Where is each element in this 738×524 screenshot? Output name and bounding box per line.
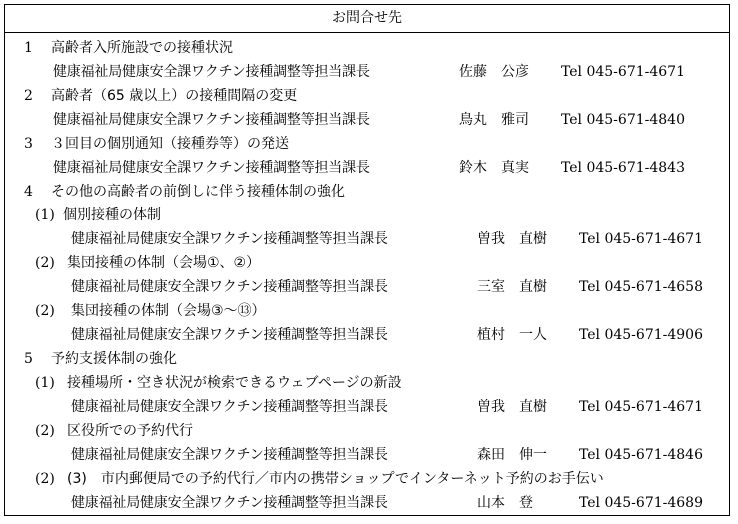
contact-tel: Tel 045-671-4671 — [579, 399, 703, 415]
subitem-row — [5, 299, 729, 323]
item-row — [5, 36, 729, 60]
item-title: 予約支援体制の強化 — [51, 351, 177, 367]
subitem-title: (3) 市内郵便局での予約代行／市内の携帯ショップでインターネット予約のお手伝い — [67, 471, 604, 487]
contact-row — [5, 156, 729, 180]
contact-row — [5, 275, 729, 299]
contact-tel: Tel 045-671-4671 — [579, 231, 703, 247]
contact-person: 植村 一人 — [477, 327, 547, 343]
contact-person: 曽我 直樹 — [477, 399, 547, 415]
subitem-row — [5, 371, 729, 395]
subitem-title: 区役所での予約代行 — [67, 423, 193, 439]
subitem-title: 集団接種の体制（会場①、②） — [67, 255, 261, 271]
contact-department: 健康福祉局健康安全課ワクチン接種調整等担当課長 — [53, 64, 370, 80]
contact-person: 森田 伸一 — [477, 447, 547, 463]
subitem-number: (2) — [35, 471, 55, 487]
item-number: 3 — [24, 136, 33, 152]
contact-row — [5, 323, 729, 347]
contact-tel: Tel 045-671-4846 — [579, 447, 703, 463]
contact-department: 健康福祉局健康安全課ワクチン接種調整等担当課長 — [53, 112, 370, 128]
contact-person: 山本 登 — [477, 495, 533, 511]
subitem-number: (2) — [35, 423, 55, 439]
contact-row — [5, 491, 729, 515]
item-number: 4 — [24, 184, 33, 200]
contact-department: 健康福祉局健康安全課ワクチン接種調整等担当課長 — [71, 447, 388, 463]
item-number: 2 — [24, 88, 33, 104]
contact-department: 健康福祉局健康安全課ワクチン接種調整等担当課長 — [53, 160, 370, 176]
contact-row — [5, 60, 729, 84]
item-title: 高齢者（65 歳以上）の接種間隔の変更 — [51, 88, 298, 104]
item-row — [5, 84, 729, 108]
item-row — [5, 347, 729, 371]
item-title: ３回目の個別通知（接種券等）の発送 — [51, 136, 289, 152]
subitem-number: (2) — [35, 255, 55, 271]
contact-person: 佐藤 公彦 — [459, 64, 529, 80]
contact-person: 鳥丸 雅司 — [459, 112, 529, 128]
contact-tel: Tel 045-671-4658 — [579, 279, 703, 295]
contact-department: 健康福祉局健康安全課ワクチン接種調整等担当課長 — [71, 327, 388, 343]
subitem-number: (1) — [35, 207, 55, 223]
subitem-row — [5, 251, 729, 275]
contact-person: 曽我 直樹 — [477, 231, 547, 247]
subitem-row — [5, 203, 729, 227]
contact-info-table — [4, 4, 730, 516]
subitem-number: (1) — [35, 375, 55, 391]
subitem-row — [5, 419, 729, 443]
contact-department: 健康福祉局健康安全課ワクチン接種調整等担当課長 — [71, 279, 388, 295]
contact-department: 健康福祉局健康安全課ワクチン接種調整等担当課長 — [71, 495, 388, 511]
contact-row — [5, 227, 729, 251]
contact-department: 健康福祉局健康安全課ワクチン接種調整等担当課長 — [71, 399, 388, 415]
contact-tel: Tel 045-671-4689 — [579, 495, 703, 511]
contact-tel: Tel 045-671-4840 — [561, 112, 685, 128]
subitem-title: 接種場所・空き状況が検索できるウェブページの新設 — [67, 375, 402, 391]
contact-row — [5, 395, 729, 419]
subitem-row — [5, 467, 729, 491]
contact-tel: Tel 045-671-4671 — [561, 64, 685, 80]
item-title: 高齢者入所施設での接種状況 — [51, 40, 233, 56]
item-number: 1 — [24, 40, 33, 56]
table-header — [5, 5, 729, 33]
subitem-title: 個別接種の体制 — [63, 207, 161, 223]
contact-department: 健康福祉局健康安全課ワクチン接種調整等担当課長 — [71, 231, 388, 247]
item-number: 5 — [24, 351, 33, 367]
subitem-number: (2) — [35, 303, 55, 319]
contact-person: 鈴木 真実 — [459, 160, 529, 176]
item-title: その他の高齢者の前倒しに伴う接種体制の強化 — [51, 184, 345, 200]
contact-row — [5, 443, 729, 467]
header-title: お問合せ先 — [332, 10, 402, 26]
contact-tel: Tel 045-671-4906 — [579, 327, 703, 343]
item-row — [5, 180, 729, 204]
subitem-title: 集団接種の体制（会場③～⑬） — [71, 303, 266, 319]
contact-tel: Tel 045-671-4843 — [561, 160, 685, 176]
contact-person: 三室 直樹 — [477, 279, 547, 295]
contact-row — [5, 108, 729, 132]
item-row — [5, 132, 729, 156]
